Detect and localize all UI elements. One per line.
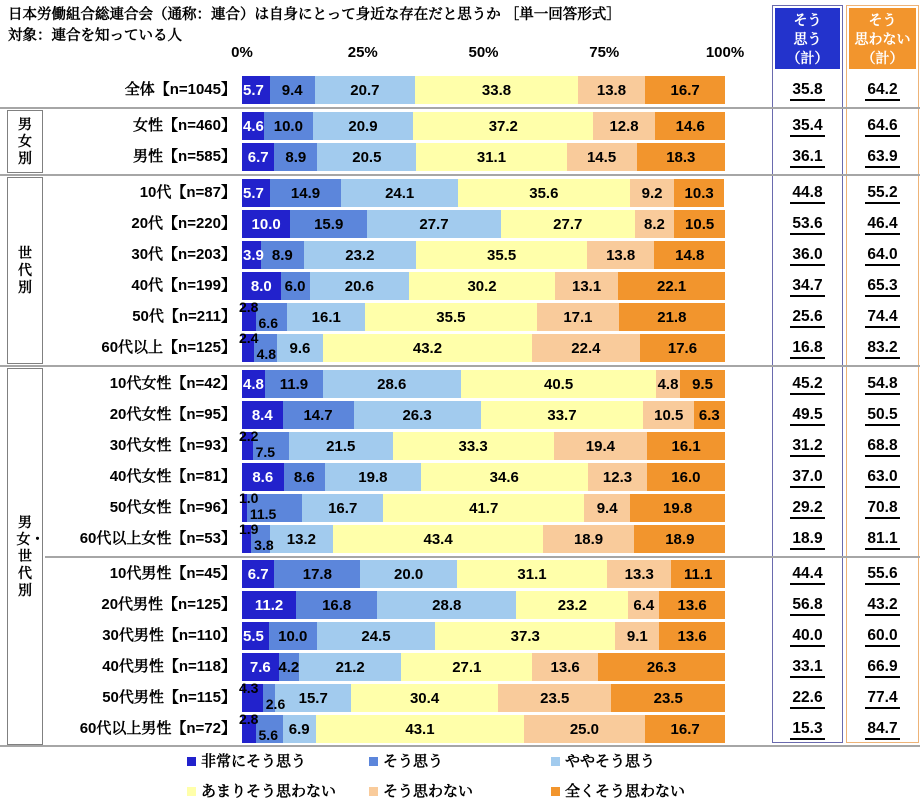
bar-value-label: 5.7 [243,81,264,99]
bar-value-label: 26.3 [646,658,677,676]
disagree-total-value: 55.6 [848,560,917,588]
row-label: 女性【n=460】 [133,117,236,134]
legend-swatch [369,787,378,796]
bar-row [239,428,725,460]
x-axis-tick: 0% [231,44,253,61]
bar-value-label: 16.7 [670,720,700,738]
bar-row [242,622,725,650]
bar-value-label: 10.0 [273,117,303,135]
bar-value-label: 35.5 [436,308,466,326]
bar-value-label: 2.2 [239,428,259,444]
row-label: 60代以上【n=125】 [101,339,236,356]
agree-total-value: 18.9 [774,525,841,553]
bar-value-label: 19.4 [585,437,615,455]
bar-value-label: 28.6 [377,375,407,393]
bar-value-label: 23.5 [653,689,683,707]
legend-item [187,750,369,771]
disagree-total-column-header: そう 思わない （計） [849,8,916,69]
agree-total-value: 34.7 [774,272,841,300]
bar-value-label: 19.8 [358,468,388,486]
title-block [8,5,774,47]
bar-value-label: 16.0 [671,468,701,486]
row-label: 50代【n=211】 [132,308,236,325]
bar-value-label: 2.8 [239,711,259,727]
bar-value-label: 21.5 [326,437,356,455]
bar-row [239,680,725,712]
disagree-total-value: 64.2 [848,76,917,104]
row-label: 40代男性【n=118】 [102,658,236,675]
bar-value-label: 23.5 [540,689,570,707]
agree-total-value: 29.2 [774,494,841,522]
agree-total-value: 15.3 [774,715,841,743]
section-divider [0,174,920,176]
bar-value-label: 4.2 [278,658,300,676]
bar-value-label: 8.6 [252,468,274,486]
legend-swatch [369,757,378,766]
bar-row [239,490,725,522]
bar-value-label: 13.6 [550,658,580,676]
bar-value-label: 10.0 [278,627,308,645]
bar-value-label: 7.6 [249,658,271,676]
bar-value-label: 12.3 [602,468,633,486]
bar-value-label: 17.1 [563,308,593,326]
bar-row [239,521,725,553]
bar-value-label: 24.1 [385,184,415,202]
bar-value-label: 27.7 [419,215,449,233]
row-label: 30代男性【n=110】 [102,627,236,644]
agree-total-value: 45.2 [774,370,841,398]
row-label: 60代以上男性【n=72】 [79,720,236,737]
disagree-total-value: 55.2 [848,179,917,207]
group-label-box [7,110,43,173]
disagree-total-value: 50.5 [848,401,917,429]
bar-value-label: 43.2 [412,339,443,357]
bar-row [242,210,725,238]
bar-value-label: 8.6 [293,468,315,486]
bar-value-label: 3.9 [243,246,264,264]
row-label: 20代男性【n=125】 [101,596,236,613]
bar-row [242,179,725,207]
bar-row [239,711,725,743]
bar-value-label: 4.6 [243,117,264,135]
bar-value-label: 8.9 [285,148,307,166]
group-label: 世代別 [18,244,32,296]
legend-label: 全くそう思わない [565,783,686,800]
bar-row [242,401,725,429]
row-label: 男性【n=585】 [133,148,236,165]
bar-value-label: 14.8 [675,246,705,264]
bar-row [242,112,725,140]
bar-value-label: 13.6 [677,627,707,645]
bar-row [239,299,725,331]
bar-value-label: 9.1 [626,627,648,645]
bar-value-label: 21.8 [657,308,687,326]
bar-value-label: 1.9 [239,521,259,537]
bar-value-label: 25.0 [569,720,600,738]
bar-value-label: 11.5 [249,506,277,522]
disagree-total-value: 84.7 [848,715,917,743]
agree-total-value: 16.8 [774,334,841,362]
x-axis-tick: 50% [468,44,499,61]
agree-total-value: 53.6 [774,210,841,238]
bar-value-label: 26.3 [402,406,432,424]
x-axis-tick: 100% [705,44,745,61]
chart-title: 日本労働組合総連合会（通称：連合）は自身にとって身近な存在だと思うか ［単一回答形式］ [8,7,621,23]
group-label-box [7,177,43,364]
bar-value-label: 34.6 [489,468,519,486]
bar-value-label: 16.1 [311,308,341,326]
agree-total-value: 35.8 [774,76,841,104]
legend-swatch [551,757,560,766]
bar-value-label: 15.9 [314,215,344,233]
bar-value-label: 20.6 [344,277,374,295]
disagree-total-value: 77.4 [848,684,917,712]
agree-total-value: 44.8 [774,179,841,207]
legend-label: ややそう思う [565,753,656,770]
bar-value-label: 13.8 [606,246,636,264]
disagree-total-value: 54.8 [848,370,917,398]
bar-row [242,76,725,104]
chart-subtitle: 対象：連合を知っている人 [8,28,182,44]
row-label: 50代男性【n=115】 [102,689,236,706]
bar-value-label: 9.4 [596,499,618,517]
bar-value-label: 13.8 [596,81,627,99]
legend-item [369,780,551,801]
bar-value-label: 40.5 [544,375,574,393]
agree-total-value: 37.0 [774,463,841,491]
bar-value-label: 8.9 [271,246,293,264]
bar-value-label: 13.6 [677,596,707,614]
disagree-total-value: 70.8 [848,494,917,522]
bar-value-label: 12.8 [609,117,639,135]
bar-value-label: 4.8 [657,375,679,393]
bar-row [242,463,725,491]
agree-total-value: 25.6 [774,303,841,331]
bar-value-label: 14.5 [586,148,617,166]
bar-value-label: 41.7 [469,499,499,517]
bar-value-label: 20.7 [350,81,380,99]
bar-value-label: 31.1 [476,148,507,166]
agree-total-value: 31.2 [774,432,841,460]
bar-value-label: 6.9 [288,720,310,738]
bar-value-label: 10.5 [654,406,684,424]
legend-label: 非常にそう思う [201,753,307,770]
bar-value-label: 1.0 [239,490,259,506]
bar-value-label: 30.4 [409,689,440,707]
bar-value-label: 17.8 [302,565,332,583]
legend-label: そう思わない [383,783,474,800]
section-divider [0,745,920,747]
legend-label: そう思う [383,753,444,770]
disagree-total-value: 81.1 [848,525,917,553]
legend-swatch [551,787,560,796]
row-label: 10代男性【n=45】 [109,565,236,582]
x-axis-tick: 75% [589,44,620,61]
bar-value-label: 30.2 [467,277,497,295]
bar-value-label: 6.3 [698,406,720,424]
legend-label: あまりそう思わない [201,783,337,800]
bar-value-label: 15.7 [298,689,328,707]
row-label: 10代【n=87】 [139,184,236,201]
bar-value-label: 35.5 [487,246,517,264]
disagree-total-value: 66.9 [848,653,917,681]
disagree-total-value: 43.2 [848,591,917,619]
bar-value-label: 23.2 [345,246,375,264]
row-label: 10代女性【n=42】 [109,375,236,392]
bar-value-label: 33.8 [481,81,512,99]
bar-value-label: 4.8 [243,375,264,393]
disagree-total-value: 63.0 [848,463,917,491]
bar-value-label: 14.7 [303,406,333,424]
row-label: 40代女性【n=81】 [109,468,236,485]
bar-value-label: 14.9 [290,184,321,202]
bar-value-label: 9.2 [641,184,663,202]
bar-value-label: 6.7 [247,565,269,583]
bar-value-label: 23.2 [557,596,587,614]
bar-value-label: 33.7 [547,406,577,424]
bar-value-label: 9.6 [289,339,311,357]
bar-row [242,560,725,588]
bar-value-label: 22.4 [571,339,601,357]
bar-value-label: 2.6 [265,696,286,712]
bar-value-label: 5.7 [243,184,264,202]
bar-value-label: 14.6 [675,117,705,135]
disagree-total-value: 83.2 [848,334,917,362]
agree-total-value: 44.4 [774,560,841,588]
bar-value-label: 8.2 [644,215,665,233]
disagree-total-value: 63.9 [848,143,917,171]
agree-total-value: 22.6 [774,684,841,712]
row-label: 20代【n=220】 [131,215,236,232]
section-divider [45,556,920,558]
bar-value-label: 24.5 [361,627,391,645]
bar-value-label: 27.1 [452,658,482,676]
bar-value-label: 19.8 [663,499,693,517]
row-label: 30代【n=203】 [131,246,236,263]
bar-value-label: 28.8 [432,596,462,614]
agree-total-column-header: そう 思う （計） [775,8,840,69]
bar-value-label: 35.6 [529,184,559,202]
agree-total-value: 33.1 [774,653,841,681]
bar-value-label: 11.9 [279,375,309,393]
bar-value-label: 10.3 [684,184,714,202]
legend-item [187,780,369,801]
bar-value-label: 37.3 [510,627,540,645]
legend-swatch [187,757,196,766]
legend-item [551,780,685,801]
bar-value-label: 16.8 [322,596,352,614]
bar-value-label: 8.0 [250,277,272,295]
bar-value-label: 7.5 [255,444,276,460]
legend-item [551,750,685,771]
bar-value-label: 11.1 [683,565,713,583]
bar-value-label: 17.6 [667,339,698,357]
bar-value-label: 11.2 [254,596,284,614]
agree-total-value: 56.8 [774,591,841,619]
bar-value-label: 9.5 [692,375,713,393]
disagree-total-value: 65.3 [848,272,917,300]
bar-value-label: 21.2 [335,658,365,676]
bar-value-label: 13.2 [286,530,316,548]
bar-value-label: 20.0 [394,565,424,583]
bar-value-label: 10.0 [251,215,281,233]
disagree-total-value: 74.4 [848,303,917,331]
bar-value-label: 13.3 [624,565,654,583]
disagree-total-value: 68.8 [848,432,917,460]
agree-total-value: 40.0 [774,622,841,650]
bar-value-label: 33.3 [458,437,488,455]
bar-value-label: 6.4 [633,596,655,614]
bar-value-label: 3.8 [254,537,274,553]
bar-value-label: 6.0 [284,277,306,295]
bar-value-label: 5.5 [243,627,264,645]
bar-value-label: 6.6 [258,315,278,331]
bar-value-label: 20.5 [352,148,382,166]
bar-value-label: 10.5 [685,215,715,233]
bar-value-label: 20.9 [348,117,378,135]
row-label: 60代以上女性【n=53】 [79,530,236,547]
bar-row [239,330,725,362]
bar-value-label: 18.9 [573,530,604,548]
bar-value-label: 6.7 [247,148,269,166]
bar-value-label: 13.1 [572,277,602,295]
legend [187,750,685,801]
section-divider [0,365,920,367]
row-label: 全体【n=1045】 [124,81,236,98]
group-label-box [7,368,43,745]
bar-value-label: 18.9 [665,530,695,548]
bar-value-label: 16.1 [671,437,701,455]
bar-row [242,143,725,171]
bar-value-label: 2.4 [239,330,259,346]
x-axis-tick: 25% [347,44,378,61]
agree-total-value: 36.1 [774,143,841,171]
bar-value-label: 43.4 [423,530,453,548]
disagree-total-value: 64.6 [848,112,917,140]
bar-value-label: 16.7 [328,499,358,517]
row-label: 40代【n=199】 [131,277,236,294]
legend-swatch [187,787,196,796]
bar-row [242,591,725,619]
bar-row [242,653,725,681]
section-divider [0,107,920,109]
row-label: 50代女性【n=96】 [109,499,236,516]
bar-value-label: 2.8 [239,299,259,315]
agree-total-value: 49.5 [774,401,841,429]
bar-value-label: 9.4 [281,81,303,99]
disagree-total-value: 46.4 [848,210,917,238]
group-label: 男女別 [18,115,32,167]
bar-value-label: 18.3 [666,148,696,166]
agree-total-value: 36.0 [774,241,841,269]
row-label: 20代女性【n=95】 [109,406,236,423]
bar-value-label: 43.1 [405,720,435,738]
row-label: 30代女性【n=93】 [109,437,236,454]
bar-value-label: 27.7 [553,215,583,233]
bar-value-label: 31.1 [517,565,547,583]
bar-value-label: 22.1 [657,277,687,295]
bar-value-label: 8.4 [251,406,273,424]
disagree-total-value: 64.0 [848,241,917,269]
legend-item [369,750,551,771]
bar-value-label: 5.6 [258,727,278,743]
bar-row [242,370,725,398]
agree-total-value: 35.4 [774,112,841,140]
bar-row [242,272,725,300]
bar-value-label: 4.8 [256,346,277,362]
bar-value-label: 4.3 [239,680,259,696]
disagree-total-value: 60.0 [848,622,917,650]
bar-row [242,241,725,269]
bar-value-label: 16.7 [670,81,700,99]
group-label: 男女・世代別 [16,513,45,599]
bar-value-label: 37.2 [488,117,518,135]
